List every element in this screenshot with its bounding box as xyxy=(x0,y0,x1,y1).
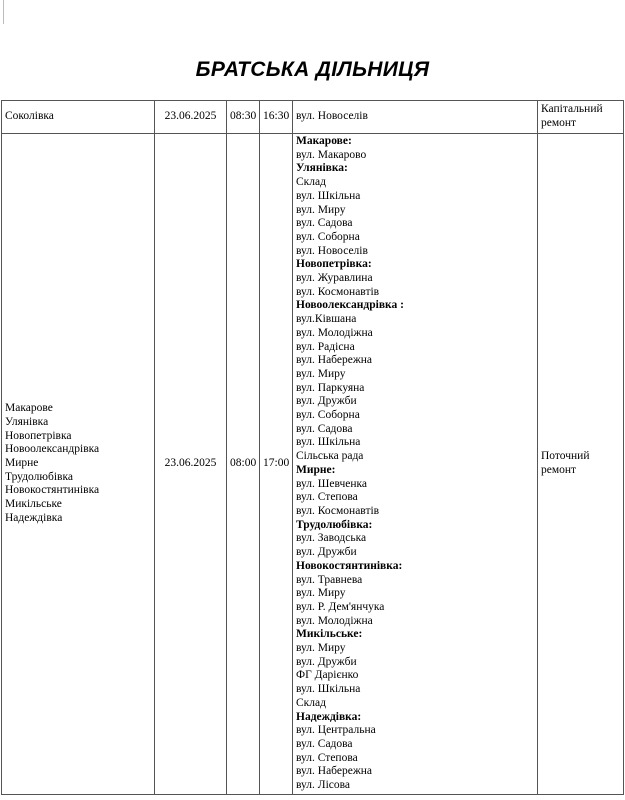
date-cell: 23.06.2025 xyxy=(155,134,227,795)
street-item: вул. Молодіжна xyxy=(296,326,373,339)
village-heading: Макарове: xyxy=(296,135,352,147)
street-item: вул. Центральна xyxy=(296,724,376,737)
street-item: вул. Миру xyxy=(296,367,346,380)
settlement-name: Макарове xyxy=(5,402,53,415)
settlement-name: Соколівка xyxy=(5,110,54,123)
village-heading: Микільське: xyxy=(296,628,363,641)
street-item: вул. Шевченка xyxy=(296,477,368,490)
village-heading: Трудолюбівка: xyxy=(296,518,373,531)
street-item: вул. Набережна xyxy=(296,354,373,367)
street-item: ФГ Дарієнко xyxy=(296,669,359,682)
street-item: вул. Р. Дем'янчука xyxy=(296,600,385,613)
street-item: вул. Миру xyxy=(296,203,346,216)
street-item: вул. Космонавтів xyxy=(296,285,380,298)
street-item: вул. Миру xyxy=(296,642,346,655)
street-item: вул. Степова xyxy=(296,491,358,504)
work-type-cell: Капітальний ремонт xyxy=(538,101,624,134)
work-type-cell: Поточний ремонт xyxy=(538,134,624,795)
street-item: вул. Миру xyxy=(296,587,346,600)
street-item: вул.Ківшана xyxy=(296,313,357,326)
street-item: вул. Шкільна xyxy=(296,189,361,202)
settlement-name: Мирне xyxy=(5,457,39,470)
street-item: вул. Паркуяна xyxy=(296,381,365,394)
street-item: вул. Новоселів xyxy=(296,244,368,257)
street-item: вул. Новоселів xyxy=(296,110,368,123)
village-heading: Новопетрівка: xyxy=(296,258,372,271)
schedule-body xyxy=(2,101,624,795)
outage-schedule-table xyxy=(1,100,624,795)
settlement-name: Улянівка xyxy=(5,415,49,428)
street-item: вул. Лісова xyxy=(296,779,351,792)
street-item: вул. Заводська xyxy=(296,532,367,545)
street-item: вул. Дружби xyxy=(296,655,357,668)
street-item: Склад xyxy=(296,696,326,709)
street-item: вул. Садова xyxy=(296,737,353,750)
settlement-name: Новоолександрівка xyxy=(5,443,100,456)
village-heading: Новоолександрівка : xyxy=(296,299,404,312)
street-item: вул. Садова xyxy=(296,217,353,230)
street-item: Сільська рада xyxy=(296,450,364,463)
settlement-name: Микільське xyxy=(5,498,62,511)
village-heading: Новокостянтинівка: xyxy=(296,559,403,572)
street-item: вул. Макарово xyxy=(296,148,367,161)
street-item: вул. Набережна xyxy=(296,765,373,778)
start-time-cell: 08:30 xyxy=(227,101,260,134)
street-item: вул. Травнева xyxy=(296,573,363,586)
street-item: вул. Шкільна xyxy=(296,683,361,696)
street-item: вул. Соборна xyxy=(296,409,360,422)
page-title: БРАТСЬКА ДІЛЬНИЦЯ xyxy=(195,58,430,81)
street-item: Склад xyxy=(296,176,326,189)
settlement-name: Трудолюбівка xyxy=(5,470,73,483)
village-heading: Мирне: xyxy=(296,463,336,476)
street-item: вул. Шкільна xyxy=(296,436,361,449)
street-item: вул. Садова xyxy=(296,422,353,435)
settlements-cell xyxy=(2,134,155,795)
end-time-cell: 17:00 xyxy=(260,134,293,795)
settlement-name: Новокостянтинівка xyxy=(5,484,100,497)
page-edge-mark xyxy=(0,0,4,24)
street-item: вул. Журавлина xyxy=(296,272,373,285)
village-heading: Надеждівка: xyxy=(296,710,362,723)
street-item: вул. Соборна xyxy=(296,230,360,243)
settlement-name: Новопетрівка xyxy=(5,429,72,442)
settlements-cell xyxy=(2,101,155,134)
date-cell: 23.06.2025 xyxy=(155,101,227,134)
table-row xyxy=(2,101,624,134)
start-time-cell: 08:00 xyxy=(227,134,260,795)
street-item: вул. Космонавтів xyxy=(296,504,380,517)
streets-cell xyxy=(293,101,538,134)
end-time-cell: 16:30 xyxy=(260,101,293,134)
streets-cell xyxy=(293,134,538,795)
village-heading: Улянівка: xyxy=(296,162,348,175)
street-item: вул. Молодіжна xyxy=(296,614,373,627)
street-item: вул. Дружби xyxy=(296,395,357,408)
street-item: вул. Радісна xyxy=(296,340,355,353)
settlement-name: Надеждівка xyxy=(5,511,63,524)
street-item: вул. Степова xyxy=(296,751,358,764)
table-row xyxy=(2,134,624,795)
street-item: вул. Дружби xyxy=(296,546,357,559)
